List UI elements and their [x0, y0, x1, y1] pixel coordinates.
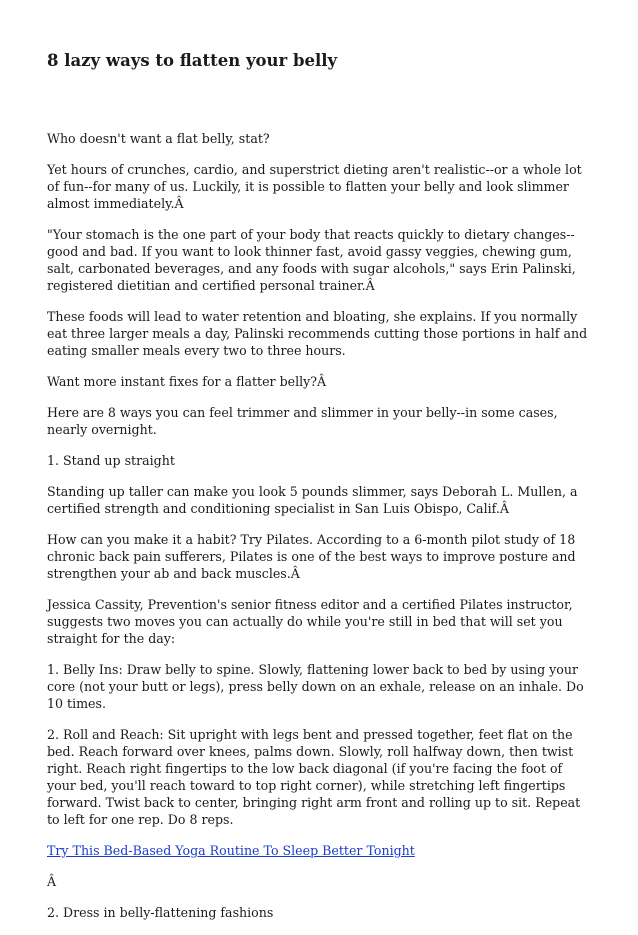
- document-title: 8 lazy ways to flatten your belly: [47, 51, 338, 70]
- paragraph-eight-ways: Here are 8 ways you can feel trimmer and slimmer in your belly--in some cases, nearly overnight.: [47, 405, 558, 437]
- paragraph-belly-ins: 1. Belly Ins: Draw belly to spine. Slowly, flattening lower back to bed by using your core (not your butt or legs), press belly down on an exhale, release on an inhale. Do 10 times.: [47, 662, 584, 711]
- paragraph-intro-question: Who doesn't want a flat belly, stat?: [47, 131, 270, 146]
- section-heading-stand-up: 1. Stand up straight: [47, 453, 175, 468]
- paragraph-intro: Yet hours of crunches, cardio, and superstrict dieting aren't realistic--or a whole lot of fun--for many of us. Luckily, it is possible to flatten your belly and look slimmer almost immediately.Â: [47, 162, 582, 211]
- paragraph-pilates: How can you make it a habit? Try Pilates. According to a 6-month pilot study of 18 chronic back pain sufferers, Pilates is one of the best ways to improve posture and strengthen your ab and back muscles.Â: [47, 532, 576, 581]
- link-paragraph: [47, 842, 595, 859]
- section-heading-dress: 2. Dress in belly-flattening fashions: [47, 905, 274, 920]
- paragraph-two-moves: Jessica Cassity, Prevention's senior fitness editor and a certified Pilates instructor, suggests two moves you can actually do while you're still in bed that will set you straight for the day:: [47, 597, 573, 646]
- paragraph-stand-taller: Standing up taller can make you look 5 pounds slimmer, says Deborah L. Mullen, a certified strength and conditioning specialist in San Luis Obispo, Calif.Â: [47, 484, 578, 516]
- paragraph-roll-and-reach: 2. Roll and Reach: Sit upright with legs bent and pressed together, feet flat on the bed. Reach forward over knees, palms down. Slowly, roll halfway down, then twist right. Reach right fingertips to the low back diagonal (if you're facing the foot of your bed, you'll reach toward to top right corner), while stretching left fingertips forward. Twist back to center, bringing right arm front and rolling up to sit. Repeat to left for one rep. Do 8 reps.: [47, 727, 581, 827]
- stray-character: Â: [47, 874, 57, 889]
- paragraph-water-retention: These foods will lead to water retention and bloating, she explains. If you normally eat three larger meals a day, Palinski recommends cutting those portions in half and eating smaller meals every two to three hours.: [47, 309, 588, 358]
- document-body: [47, 130, 595, 935]
- paragraph-quote: "Your stomach is the one part of your body that reacts quickly to dietary changes--good and bad. If you want to look thinner fast, avoid gassy veggies, chewing gum, salt, carbonated beverages, and any foods with sugar alcohols," says Erin Palinski, registered dietitian and certified personal trainer.Â: [47, 227, 576, 293]
- yoga-routine-link[interactable]: Try This Bed-Based Yoga Routine To Sleep Better Tonight: [47, 843, 415, 858]
- paragraph-more-fixes: Want more instant fixes for a flatter belly?Â: [47, 374, 327, 389]
